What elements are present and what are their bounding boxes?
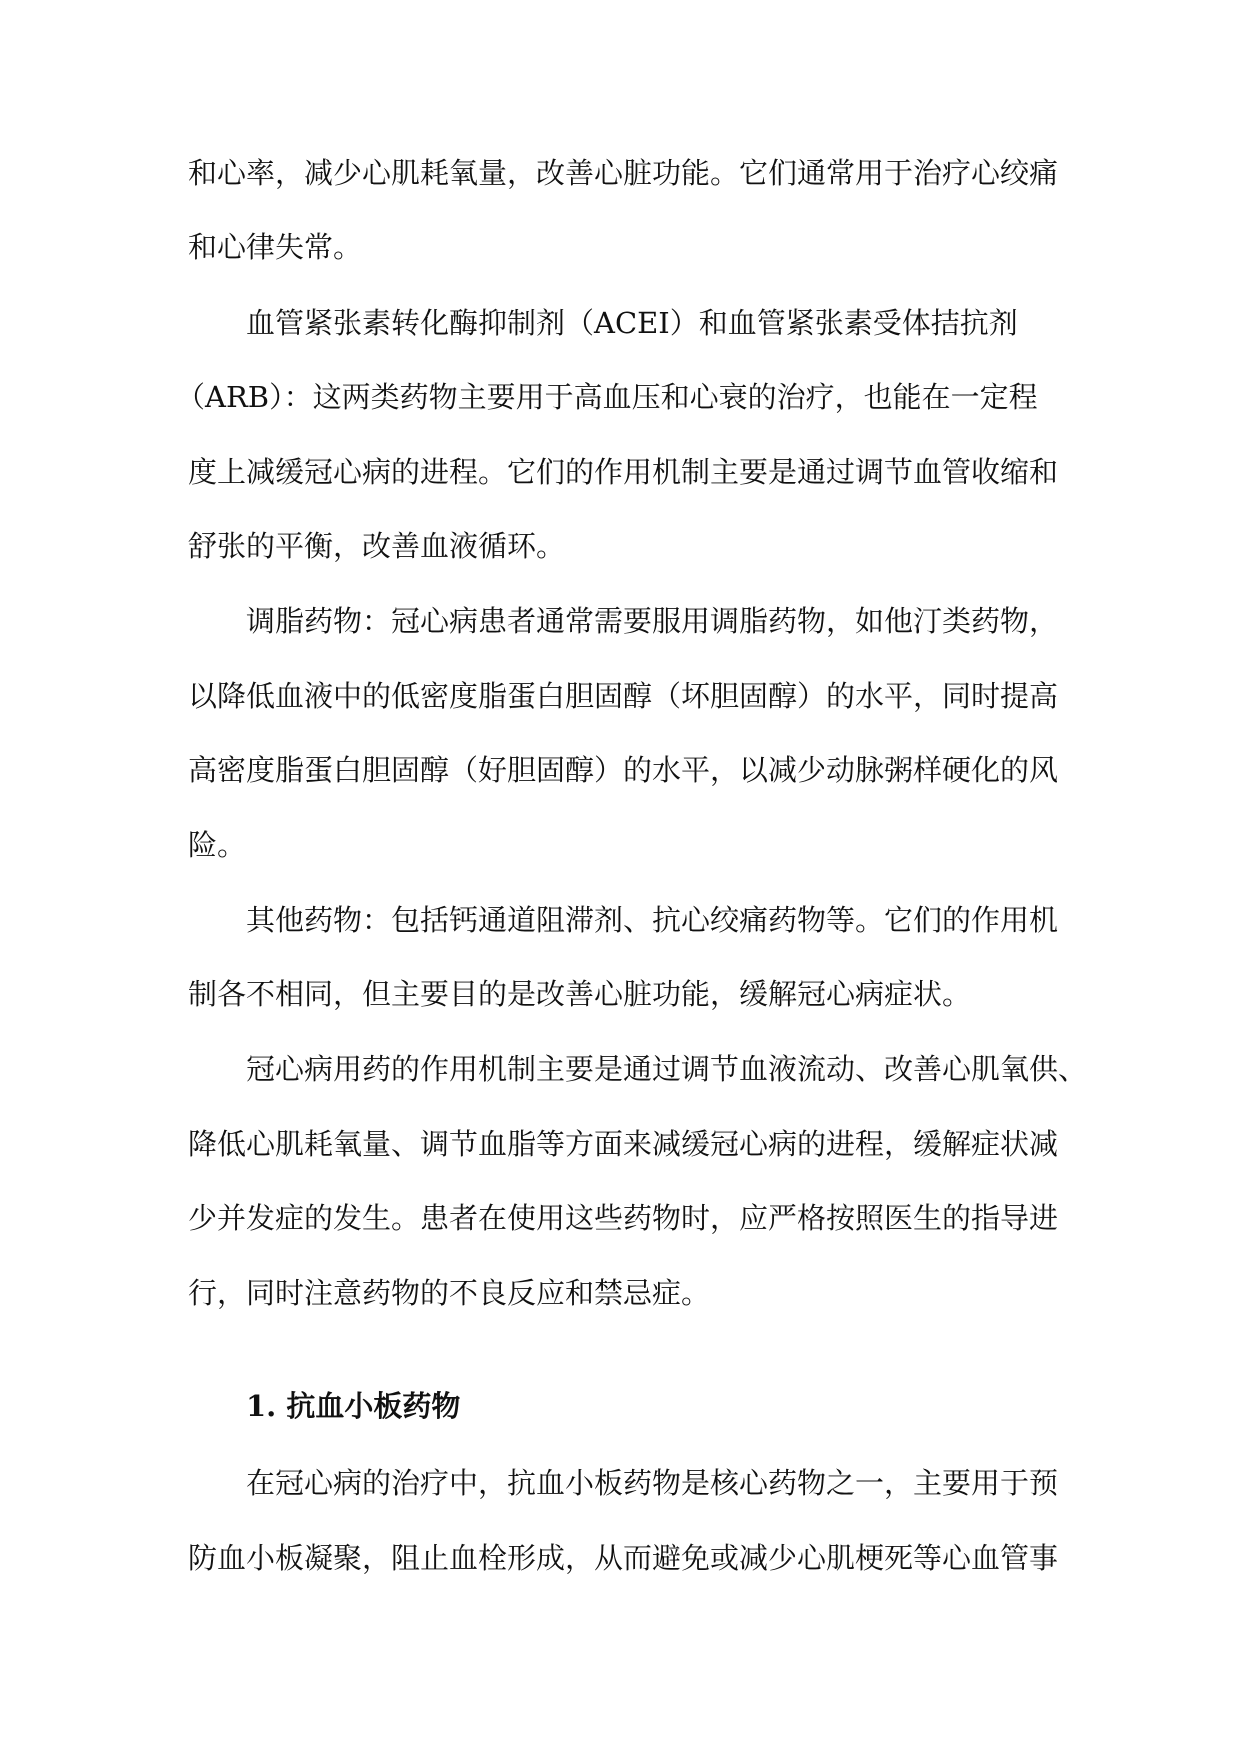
- paragraph-line: 在冠心病的治疗中，抗血小板药物是核心药物之一，主要用于预: [246, 1466, 1059, 1500]
- paragraph-line: 防血小板凝聚，阻止血栓形成，从而避免或减少心肌梗死等心血管事: [188, 1541, 1059, 1575]
- paragraph-line: 和心律失常。: [188, 230, 363, 264]
- paragraph-line: 血管紧张素转化酶抑制剂（ACEI）和血管紧张素受体拮抗剂: [246, 306, 1018, 340]
- paragraph-line: 少并发症的发生。患者在使用这些药物时，应严格按照医生的指导进: [188, 1201, 1059, 1235]
- paragraph-line: 其他药物：包括钙通道阻滞剂、抗心绞痛药物等。它们的作用机: [246, 903, 1059, 937]
- paragraph-line: 以降低血液中的低密度脂蛋白胆固醇（坏胆固醇）的水平，同时提高: [188, 679, 1059, 713]
- paragraph-line: 制各不相同，但主要目的是改善心脏功能，缓解冠心病症状。: [188, 977, 972, 1011]
- paragraph-line: 险。: [188, 828, 247, 862]
- paragraph-line: 和心率，减少心肌耗氧量，改善心脏功能。它们通常用于治疗心绞痛: [188, 156, 1059, 190]
- paragraph-line: 度上减缓冠心病的进程。它们的作用机制主要是通过调节血管收缩和: [188, 455, 1059, 489]
- paragraph-line: 冠心病用药的作用机制主要是通过调节血液流动、改善心肌氧供、: [246, 1052, 1088, 1086]
- paragraph-line: 舒张的平衡，改善血液循环。: [188, 529, 566, 563]
- paragraph-line: 降低心肌耗氧量、调节血脂等方面来减缓冠心病的进程，缓解症状减: [188, 1127, 1059, 1161]
- paragraph-line: （ARB）：这两类药物主要用于高血压和心衰的治疗，也能在一定程: [176, 380, 1038, 414]
- paragraph-line: 行，同时注意药物的不良反应和禁忌症。: [188, 1276, 711, 1310]
- paragraph-line: 调脂药物：冠心病患者通常需要服用调脂药物，如他汀类药物，: [246, 604, 1059, 638]
- paragraph-line: 高密度脂蛋白胆固醇（好胆固醇）的水平，以减少动脉粥样硬化的风: [188, 753, 1059, 787]
- section-heading: 1. 抗血小板药物: [246, 1389, 461, 1423]
